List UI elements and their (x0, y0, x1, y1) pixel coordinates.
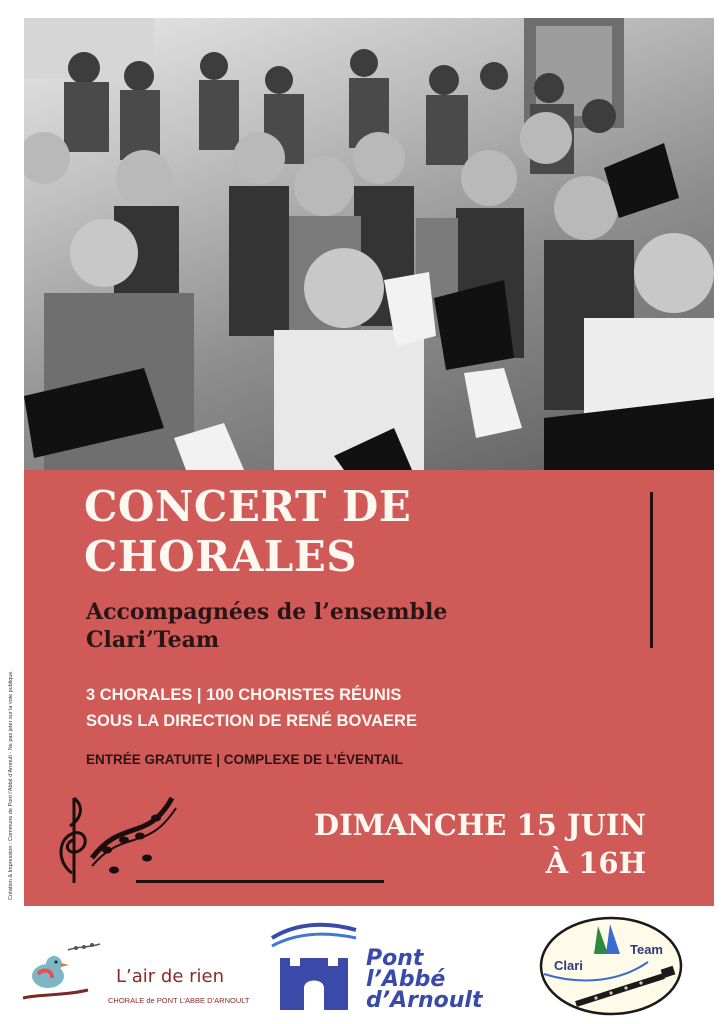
concert-date (314, 806, 646, 882)
poster-subtitle (86, 598, 447, 654)
pont-line-1: Pont (366, 946, 424, 971)
pont-labbe-logo (268, 918, 500, 1016)
clari-label: Clari (554, 958, 583, 973)
bird-icon (18, 936, 108, 1016)
print-credit-text: Création & Impression : Commune de Pont l’Abbé d’Arnoult - Ne pas jeter sur la voie publique. (8, 670, 14, 900)
print-credit (0, 580, 20, 910)
subtitle-line-1: Accompagnées de l’ensemble (86, 599, 448, 625)
pont-line-3: d’Arnoult (366, 988, 483, 1013)
team-label: Team (630, 942, 663, 957)
admission-location: ENTRÉE GRATUITE | COMPLEXE DE L’ÉVENTAIL (86, 752, 403, 767)
poster-title (84, 482, 411, 582)
air-de-rien-subtitle: CHORALE de PONT L’ABBE D’ARNOULT (108, 996, 250, 1005)
concert-details (86, 682, 417, 734)
pont-labbe-name (366, 948, 482, 1011)
subtitle-line-2: Clari’Team (86, 627, 220, 653)
info-line-1: 3 CHORALES | 100 CHORISTES RÉUNIS (86, 686, 402, 704)
choir-photo (24, 18, 714, 470)
clari-team-logo (536, 914, 686, 1018)
air-de-rien-logo (18, 936, 258, 1016)
info-panel (24, 470, 714, 906)
pont-line-2: l’Abbé (366, 967, 446, 992)
music-notes-icon (52, 778, 182, 888)
date-line-1: DIMANCHE 15 JUIN (313, 808, 646, 842)
sponsor-logos (0, 910, 724, 1024)
date-line-2: À 16H (545, 846, 646, 880)
info-line-2: SOUS LA DIRECTION DE RENÉ BOVAERE (86, 712, 417, 730)
castle-icon (268, 918, 360, 1014)
vertical-divider (650, 492, 653, 648)
air-de-rien-name: L’air de rien (116, 966, 225, 987)
horizontal-divider (136, 880, 384, 883)
title-line-2: CHORALES (84, 532, 358, 581)
title-line-1: CONCERT DE (84, 482, 412, 531)
